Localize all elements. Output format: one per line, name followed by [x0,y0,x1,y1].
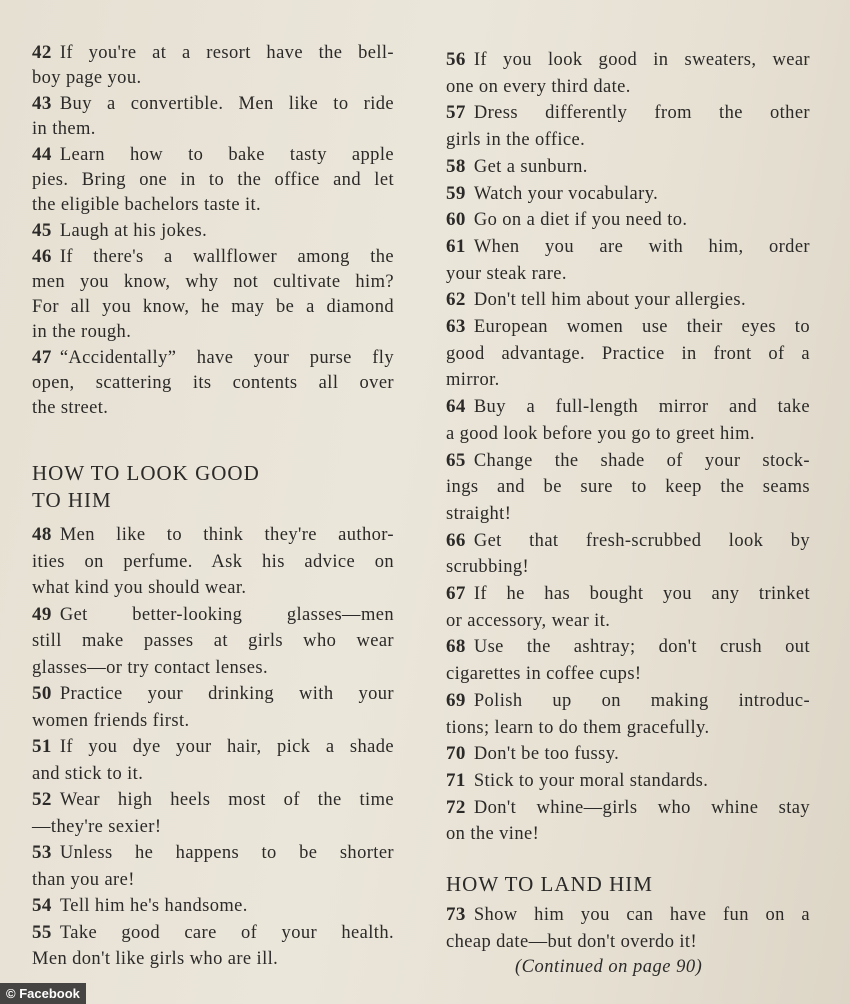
section-heading-land-him: HOW TO LAND HIM [446,872,653,896]
tip-text: Men don't like girls who are ill. [32,949,279,969]
tip-number: 45 [32,220,52,241]
tip-text: Unless he happens to be shorter [59,843,394,863]
tips-list-73 [446,902,810,955]
tips-list-42-47 [32,40,394,421]
tip-text: European women use their eyes to [473,317,810,338]
tip-text: Stick to your moral standards. [473,770,709,791]
tip-text: “Accidentally” have your purse fly [59,348,394,368]
tip-line [446,634,810,661]
tip-line [32,193,394,218]
tip-item-48 [32,522,394,602]
tips-list-48-55 [32,522,394,973]
tip-line [446,608,810,635]
tip-number: 61 [446,235,466,257]
tip-text: Use the ashtray; don't crush out [473,637,810,658]
tip-item-47 [32,345,394,421]
tip-line [446,661,810,688]
tip-line [32,40,394,66]
tip-line [446,47,810,74]
tip-number: 67 [446,583,466,605]
tip-line [446,314,810,341]
tip-text: in the rough. [32,322,132,342]
tip-line [446,474,810,501]
tip-line [32,708,394,735]
tip-line [446,367,810,394]
tip-item-43 [32,91,394,142]
tip-text: glasses—or try contact lenses. [32,657,268,678]
tip-line [32,345,394,371]
tip-text: Go on a diet if you need to. [473,210,688,231]
tip-line [446,154,810,181]
tip-line [32,681,394,708]
tip-item-71 [446,768,810,795]
tip-text: Get that fresh-scrubbed look by [473,530,810,551]
tip-line [446,287,810,314]
tip-text: cigarettes in coffee cups! [446,664,642,685]
tip-number: 51 [32,736,52,757]
tip-line [32,522,394,549]
tip-line [446,902,810,929]
tip-text: Laugh at his jokes. [59,221,208,241]
tip-line [32,628,394,655]
tip-text: Wear high heels most of the time [59,790,394,810]
tip-text: cheap date—but don't overdo it! [446,931,698,952]
tip-line [446,741,810,768]
tip-item-73 [446,902,810,955]
tip-line [446,341,810,368]
tip-text: If you're at a resort have the bell- [59,43,394,63]
tip-text: than you are! [32,869,135,890]
tip-text: For all you know, he may be a diamond [32,297,394,317]
tip-line [446,181,810,208]
tip-text: —they're sexier! [32,816,162,837]
tip-text: Don't tell him about your allergies. [473,290,747,311]
tip-line [32,920,394,947]
tip-text: Don't be too fussy. [473,744,620,765]
tip-number: 59 [446,182,466,204]
tip-line [32,218,394,244]
tip-number: 62 [446,289,466,311]
tip-item-51 [32,734,394,787]
tip-text: straight! [446,503,512,524]
tip-item-70 [446,741,810,768]
tip-text: or accessory, wear it. [446,610,611,631]
tip-item-66 [446,528,810,581]
tip-text: girls in the office. [446,130,586,151]
tip-item-69 [446,688,810,741]
tip-item-72 [446,795,810,848]
tip-number: 44 [32,144,52,165]
tip-number: 66 [446,529,466,551]
tip-item-65 [446,448,810,528]
tip-line [32,270,394,295]
tip-line [446,394,810,421]
tip-text: in them. [32,119,96,139]
tip-text: If he has bought you any trinket [473,584,810,605]
heading-line: TO HIM [32,488,112,512]
tip-text: Watch your vocabulary. [473,183,659,204]
tip-line [32,946,394,973]
tip-text: Get a sunburn. [473,156,588,177]
tip-line [446,688,810,715]
tip-text: ings and be sure to keep the seams [446,477,810,498]
tip-line [32,66,394,91]
tip-number: 55 [32,921,52,943]
tip-line [32,396,394,421]
tip-line [446,554,810,581]
tip-line [446,768,810,795]
tip-number: 68 [446,636,466,658]
tip-line [32,91,394,117]
tip-item-53 [32,840,394,893]
tip-number: 70 [446,743,466,765]
tip-number: 71 [446,769,466,791]
tips-list-56-72 [446,47,810,848]
tip-line [446,501,810,528]
tip-text: open, scattering its contents all over [32,373,394,393]
tip-number: 52 [32,789,52,810]
tip-item-50 [32,681,394,734]
tip-text: boy page you. [32,68,142,88]
continued-note: (Continued on page 90) [515,957,703,977]
tip-text: Tell him he's handsome. [59,896,248,916]
heading-line: HOW TO LOOK GOOD [32,461,260,485]
tip-line [32,734,394,761]
tip-text: men you know, why not cultivate him? [32,272,394,292]
tip-line [32,840,394,867]
tip-item-58 [446,154,810,181]
tip-line [32,655,394,682]
tip-item-52 [32,787,394,840]
tip-number: 54 [32,895,52,916]
tip-number: 57 [446,102,466,124]
tip-line [32,893,394,920]
tip-number: 64 [446,396,466,418]
tip-line [32,575,394,602]
tip-number: 53 [32,842,52,863]
tip-line [32,549,394,576]
tip-number: 72 [446,796,466,818]
tip-line [446,715,810,742]
tip-item-49 [32,602,394,682]
tip-text: Buy a full-length mirror and take [473,397,810,418]
tip-line [32,761,394,788]
tip-item-44 [32,142,394,218]
tip-number: 69 [446,689,466,711]
tip-number: 47 [32,347,52,368]
tip-line [446,821,810,848]
tip-item-63 [446,314,810,394]
tip-text: good advantage. Practice in front of a [446,343,810,364]
tip-item-59 [446,181,810,208]
tip-item-57 [446,100,810,153]
tip-text: Polish up on making introduc- [473,690,810,711]
tip-item-64 [446,394,810,447]
tip-number: 58 [446,155,466,177]
tip-line [32,244,394,270]
tip-line [446,795,810,822]
tip-item-45 [32,218,394,244]
tip-text: on the vine! [446,824,540,845]
tip-line [446,448,810,475]
tip-text: If there's a wallflower among the [59,247,394,267]
tip-text: Men like to think they're author- [59,525,394,545]
tip-line [32,867,394,894]
tip-item-55 [32,920,394,973]
tip-item-60 [446,207,810,234]
tip-text: If you dye your hair, pick a shade [59,737,394,757]
tip-line [32,814,394,841]
tip-line [446,127,810,154]
tip-text: When you are with him, order [473,236,810,257]
tip-item-56 [446,47,810,100]
tip-item-68 [446,634,810,687]
tip-text: one on every third date. [446,76,631,97]
tip-line [32,371,394,396]
tip-line [446,581,810,608]
tip-number: 65 [446,449,466,471]
tip-number: 42 [32,42,52,63]
tip-number: 48 [32,524,52,545]
tip-text: tions; learn to do them gracefully. [446,717,710,738]
tip-text: women friends first. [32,710,190,731]
tip-line [446,421,810,448]
tip-text: still make passes at girls who wear [32,631,394,651]
tip-number: 73 [446,904,466,925]
tip-number: 63 [446,316,466,338]
tip-item-46 [32,244,394,345]
tip-text: the street. [32,398,109,418]
tip-text: a good look before you go to greet him. [446,423,755,444]
tip-item-54 [32,893,394,920]
tip-text: Learn how to bake tasty apple [59,145,394,165]
tip-text: and stick to it. [32,763,144,784]
tip-line [32,787,394,814]
tip-text: Don't whine—girls who whine stay [473,797,810,818]
tip-text: Change the shade of your stock- [473,450,810,471]
tip-text: what kind you should wear. [32,578,247,598]
tip-text: your steak rare. [446,263,567,284]
tip-line [32,602,394,629]
tip-text: pies. Bring one in to the office and let [32,170,394,190]
tip-item-42 [32,40,394,91]
tip-item-67 [446,581,810,634]
tip-text: Show him you can have fun on a [473,905,810,925]
tip-line [446,234,810,261]
tip-text: If you look good in sweaters, wear [473,50,810,70]
tip-line [446,74,810,101]
tip-number: 46 [32,246,52,267]
tip-line [32,142,394,168]
tip-line [446,261,810,288]
tip-text: Buy a convertible. Men like to ride [59,94,394,114]
section-heading-look-good [32,460,394,514]
tip-number: 50 [32,683,52,704]
tip-number: 60 [446,209,466,231]
tip-text: scrubbing! [446,557,530,578]
tip-text: Dress differently from the other [473,103,810,124]
tip-number: 56 [446,49,466,70]
tip-text: Take good care of your health. [59,922,394,943]
tip-line [32,295,394,320]
tip-text: mirror. [446,370,500,391]
tip-item-61 [446,234,810,287]
tip-number: 43 [32,93,52,114]
tip-text: ities on perfume. Ask his advice on [32,551,394,572]
tip-line [32,117,394,142]
tip-text: the eligible bachelors taste it. [32,195,262,215]
tip-number: 49 [32,603,52,625]
tip-line [32,320,394,345]
tip-line [446,100,810,127]
tip-line [32,168,394,193]
facebook-credit: © Facebook [0,983,86,1004]
tip-text: Practice your drinking with your [59,684,394,704]
tip-line [446,528,810,555]
tip-item-62 [446,287,810,314]
tip-line [446,207,810,234]
tip-line [446,929,810,956]
tip-text: Get better-looking glasses—men [59,604,394,625]
